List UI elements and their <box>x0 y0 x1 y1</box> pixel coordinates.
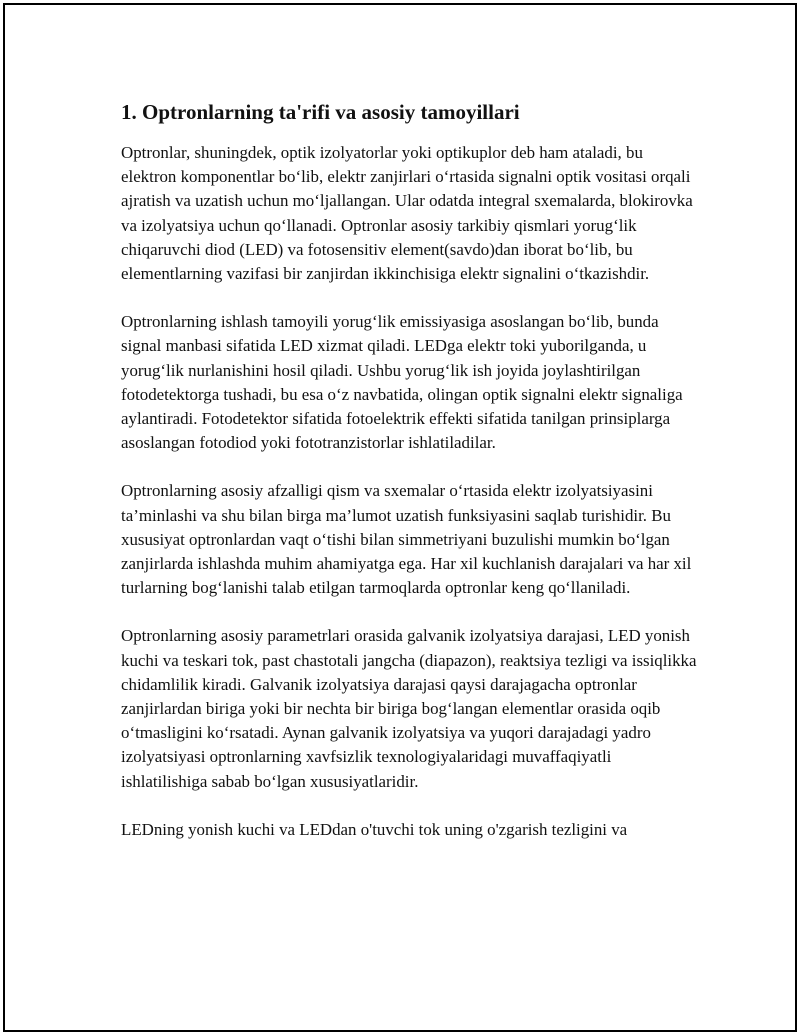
paragraph-led-current: LEDning yonish kuchi va LEDdan o'tuvchi tok uning o'zgarish tezligini va <box>121 819 628 839</box>
paragraph-parameters: Optronlarning asosiy parametrlari orasida galvanik izolyatsiya darajasi, LED yonish kuchi va teskari tok, past chastotali jangcha (diapazon), reaktsiya tezligi va issiqlikka chidamlilik kiradi. Galvanik izolyatsiya darajasi qaysi darajagacha optronlar zanjirlardan biriga yoki bir nechta bir biriga bog‘langan elementlar orasida oqib o‘tmasligini ko‘rsatadi. Aynan galvanik izolyatsiya va yuqori darajadagi yadro izolyatsiyasi optronlarning xavfsizlik texnologiyalaridagi muvaffaqiyatli ishlatilishiga sabab bo‘lgan xususiyatlaridir. <box>121 626 697 791</box>
paragraph-working-principle: Optronlarning ishlash tamoyili yorug‘lik emissiyasiga asoslangan bo‘lib, bunda signal manbasi sifatida LED xizmat qiladi. LEDga elektr toki yuborilganda, u yorug‘lik nurlanishini hosil qiladi. Ushbu yorug‘lik ish joyida joylashtirilgan fotodetektorga tushadi, bu esa o‘z navbatida, olingan optik signalni elektr signaliga aylantiradi. Fotodetektor sifatida fotoelektrik effekti sifatida tanilgan prinsiplarga asoslangan fotodiod yoki fototranzistorlar ishlatiladilar. <box>121 312 683 453</box>
document-page <box>3 3 797 1032</box>
paragraph-definition: Optronlar, shuningdek, optik izolyatorlar yoki optikuplor deb ham ataladi, bu elektron komponentlar bo‘lib, elektr zanjirlari o‘rtasida signalni optik vositasi orqali ajratish va uzatish uchun mo‘ljallangan. Ular odatda integral sxemalarda, blokirovka va izolyatsiya uchun qo‘llanadi. Optronlar asosiy tarkibiy qismlari yorug‘lik chiqaruvchi diod (LED) va fotosensitiv element(savdo)dan iborat bo‘lib, bu elementlarning vazifasi bir zanjirdan ikkinchisiga elektr signalini o‘tkazishdir. <box>121 143 693 284</box>
document-body <box>121 99 701 866</box>
paragraph-advantages: Optronlarning asosiy afzalligi qism va sxemalar o‘rtasida elektr izolyatsiyasini ta’minlashi va shu bilan birga ma’lumot uzatish funksiyasini saqlab turishidir. Bu xususiyat optronlardan vaqt o‘tishi bilan simmetriyani buzulishi mumkin bo‘lgan zanjirlarda ishlashda muhim ahamiyatga ega. Har xil kuchlanish darajalari va har xil turlarning bog‘lanishi talab etilgan tarmoqlarda optronlar keng qo‘llaniladi. <box>121 481 692 598</box>
section-heading: 1. Optronlarning ta'rifi va asosiy tamoyillari <box>121 100 520 124</box>
